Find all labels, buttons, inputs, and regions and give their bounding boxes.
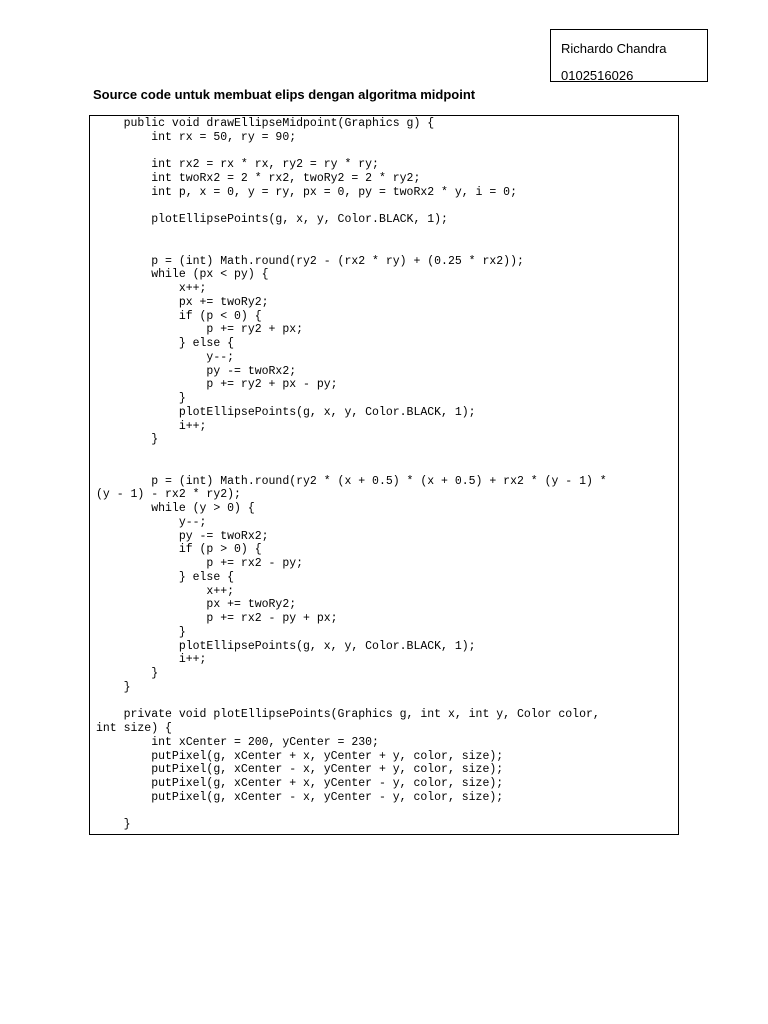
code-line: } [96,392,186,405]
code-line: plotEllipsePoints(g, x, y, Color.BLACK, 1); [96,639,476,653]
code-line: x++; [96,282,207,295]
code-line: i++; [96,419,207,433]
code-line: } [96,667,159,680]
code-line: px += twoRy2; [96,598,297,612]
code-line: p += rx2 - py; [96,557,304,570]
code-line: (y - 1) - rx2 * ry2); [96,488,241,502]
code-line: p += ry2 + px; [96,323,304,337]
code-line: y--; [96,515,207,529]
code-line [96,695,678,709]
code-line: if (p < 0) { [96,309,262,323]
code-line: public void drawEllipseMidpoint(Graphics g) { [96,117,435,130]
code-line: int p, x = 0, y = ry, px = 0, py = twoRx2 * y, i = 0; [96,185,517,199]
code-line: putPixel(g, xCenter - x, yCenter - y, color, size); [96,790,504,804]
code-line [96,200,678,214]
code-line: int twoRx2 = 2 * rx2, twoRy2 = 2 * ry2; [96,172,421,185]
code-line: } else { [96,570,235,584]
code-line: private void plotEllipsePoints(Graphics g, int x, int y, Color color, [96,708,600,722]
code-line: p += ry2 + px - py; [96,378,338,392]
code-line [96,461,678,475]
code-line [96,145,678,159]
code-line: px += twoRy2; [96,295,269,309]
code-line: putPixel(g, xCenter + x, yCenter - y, color, size); [96,777,504,790]
code-line: while (y > 0) { [96,502,255,515]
code-line: putPixel(g, xCenter - x, yCenter + y, color, size); [96,763,504,777]
page-title: Source code untuk membuat elips dengan algoritma midpoint [93,87,476,102]
code-line [96,447,678,461]
code-line: } [96,818,131,832]
code-line: plotEllipsePoints(g, x, y, Color.BLACK, 1); [96,213,448,227]
code-line: py -= twoRx2; [96,364,297,378]
code-line: } [96,680,131,694]
code-line: } [96,625,186,639]
code-line: p = (int) Math.round(ry2 * (x + 0.5) * (x + 0.5) + rx2 * (y - 1) * [96,474,607,488]
code-line: if (p > 0) { [96,543,262,557]
author-name: Richardo Chandra [561,41,667,56]
code-line: int rx2 = rx * rx, ry2 = ry * ry; [96,158,379,172]
code-line: x++; [96,584,235,598]
code-block [89,115,679,835]
code-line: } [96,433,159,447]
code-line: while (px < py) { [96,268,269,282]
code-line: p += rx2 - py + px; [96,612,338,625]
code-line: p = (int) Math.round(ry2 - (rx2 * ry) + (0.25 * rx2)); [96,254,524,268]
code-line: i++; [96,653,207,667]
student-id: 0102516026 [561,68,634,83]
code-line [96,241,678,255]
code-line: putPixel(g, xCenter + x, yCenter + y, color, size); [96,749,504,763]
code-line: int size) { [96,722,172,735]
code-line: y--; [96,350,235,364]
code-line: } else { [96,337,235,350]
code-line [96,227,678,241]
code-line [96,805,678,819]
author-info-box [550,29,708,82]
code-line: py -= twoRx2; [96,529,269,543]
code-line: int xCenter = 200, yCenter = 230; [96,735,379,749]
code-line: int rx = 50, ry = 90; [96,130,297,144]
code-line: plotEllipsePoints(g, x, y, Color.BLACK, 1); [96,405,476,419]
